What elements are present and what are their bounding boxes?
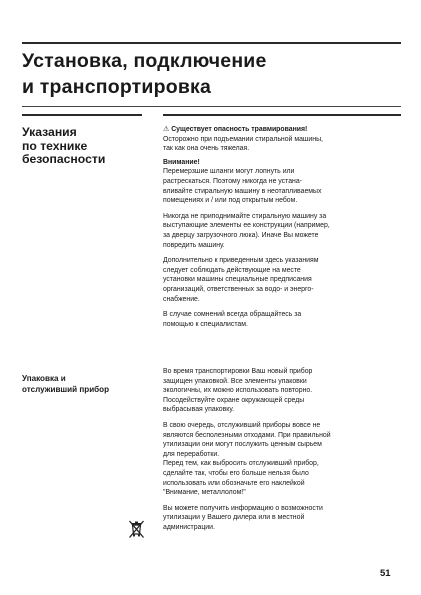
warning-title [163, 125, 401, 135]
page-title [22, 48, 402, 100]
text-line: экологичны, их можно использовать повторно. [163, 387, 313, 395]
safety-heading-line: по технике [22, 138, 88, 153]
text-line: снабжение. [163, 295, 200, 303]
text-line: Перемерзшие шланги могут лопнуть или [163, 168, 295, 176]
text-line: установки машины специальные предписания [163, 276, 312, 284]
section-rule-right [163, 114, 401, 116]
text-line: Осторожно при подъемании стиральной машины, [163, 135, 323, 143]
before-disposal-text [163, 459, 401, 497]
disposal-heading-line: отслуживший прибор [22, 385, 110, 395]
disposal-heading-line: Упаковка и [22, 374, 66, 383]
text-line: Дополнительно к приведенным здесь указаниям [163, 257, 319, 265]
warning-text [163, 135, 401, 154]
text-line: "Внимание, металлолом!" [163, 489, 246, 497]
text-line: растрескаться. Поэтому никогда не устана- [163, 177, 302, 185]
no-hold-text [163, 212, 401, 250]
text-line: следует соблюдать действующие на месте [163, 266, 301, 274]
warning-triangle-icon: ⚠ [163, 126, 170, 133]
text-line: выбрасывая упаковку. [163, 406, 235, 414]
warning-title-text: Существует опасность травмирования! [171, 126, 308, 133]
page-title-line-1: Установка, подключение [22, 50, 267, 72]
attention-title: Внимание! [163, 158, 200, 166]
text-line: так как она очень тяжелая. [163, 145, 250, 153]
text-line: сделайте так, чтобы его больше нельзя было [163, 469, 309, 477]
text-line: Во время транспортировки Ваш новый прибор [163, 368, 313, 375]
text-line: выступающие элементы ее конструкции (например, [163, 222, 330, 230]
safety-heading [22, 126, 142, 167]
dealer-info-text [163, 504, 401, 533]
crossed-bin-icon [128, 519, 145, 539]
safety-heading-line: Указания [22, 125, 77, 139]
frozen-hoses-text [163, 167, 401, 205]
disposal-heading [22, 373, 147, 396]
safety-column [163, 125, 401, 329]
text-line: Вы можете получить информацию о возможности [163, 504, 323, 512]
text-line: для переработки. [163, 450, 220, 458]
text-line: Перед тем, как выбросить отслуживший прибор, [163, 460, 319, 468]
title-rule [22, 106, 401, 107]
safety-heading-line: безопасности [22, 152, 106, 166]
packaging-text [163, 367, 401, 415]
text-line: за дверцу загрузочного люка). Иначе Вы можете [163, 231, 319, 239]
text-line: утилизации у Вашего дилера или в местной [163, 514, 305, 522]
top-rule [22, 42, 401, 44]
text-line: утилизации они могут послужить ценным сырьем [163, 441, 322, 449]
text-line: В случае сомнений всегда обращайтесь за [163, 311, 302, 319]
disposal-column [163, 367, 401, 533]
local-rules-text [163, 256, 401, 304]
text-line: организаций, ответственных за водо- и энерго- [163, 285, 314, 293]
page-number: 51 [380, 568, 391, 579]
doubt-text [163, 310, 401, 329]
text-line: Посодействуйте охране окружающей среды [163, 396, 305, 404]
text-line: использовать или обозначьте его наклейкой [163, 479, 305, 487]
text-line: вливайте стиральную машину в неотапливаемых [163, 187, 322, 195]
text-line: Никогда не приподнимайте стиральную машину за [163, 212, 327, 220]
section-rule-left [22, 114, 142, 116]
text-line: повредить машину. [163, 241, 225, 249]
text-line: защищен упаковкой. Все элементы упаковки [163, 377, 307, 385]
text-line: являются бесполезными отходами. При правильной [163, 431, 331, 439]
text-line: администрации. [163, 523, 215, 531]
old-device-text [163, 421, 401, 459]
text-line: помещениях и / или под открытым небом. [163, 197, 298, 205]
page-title-line-2: и транспортировка [22, 76, 212, 98]
text-line: помощью к специалистам. [163, 320, 248, 328]
text-line: В свою очередь, отслуживший приборы вовсе не [163, 421, 321, 429]
